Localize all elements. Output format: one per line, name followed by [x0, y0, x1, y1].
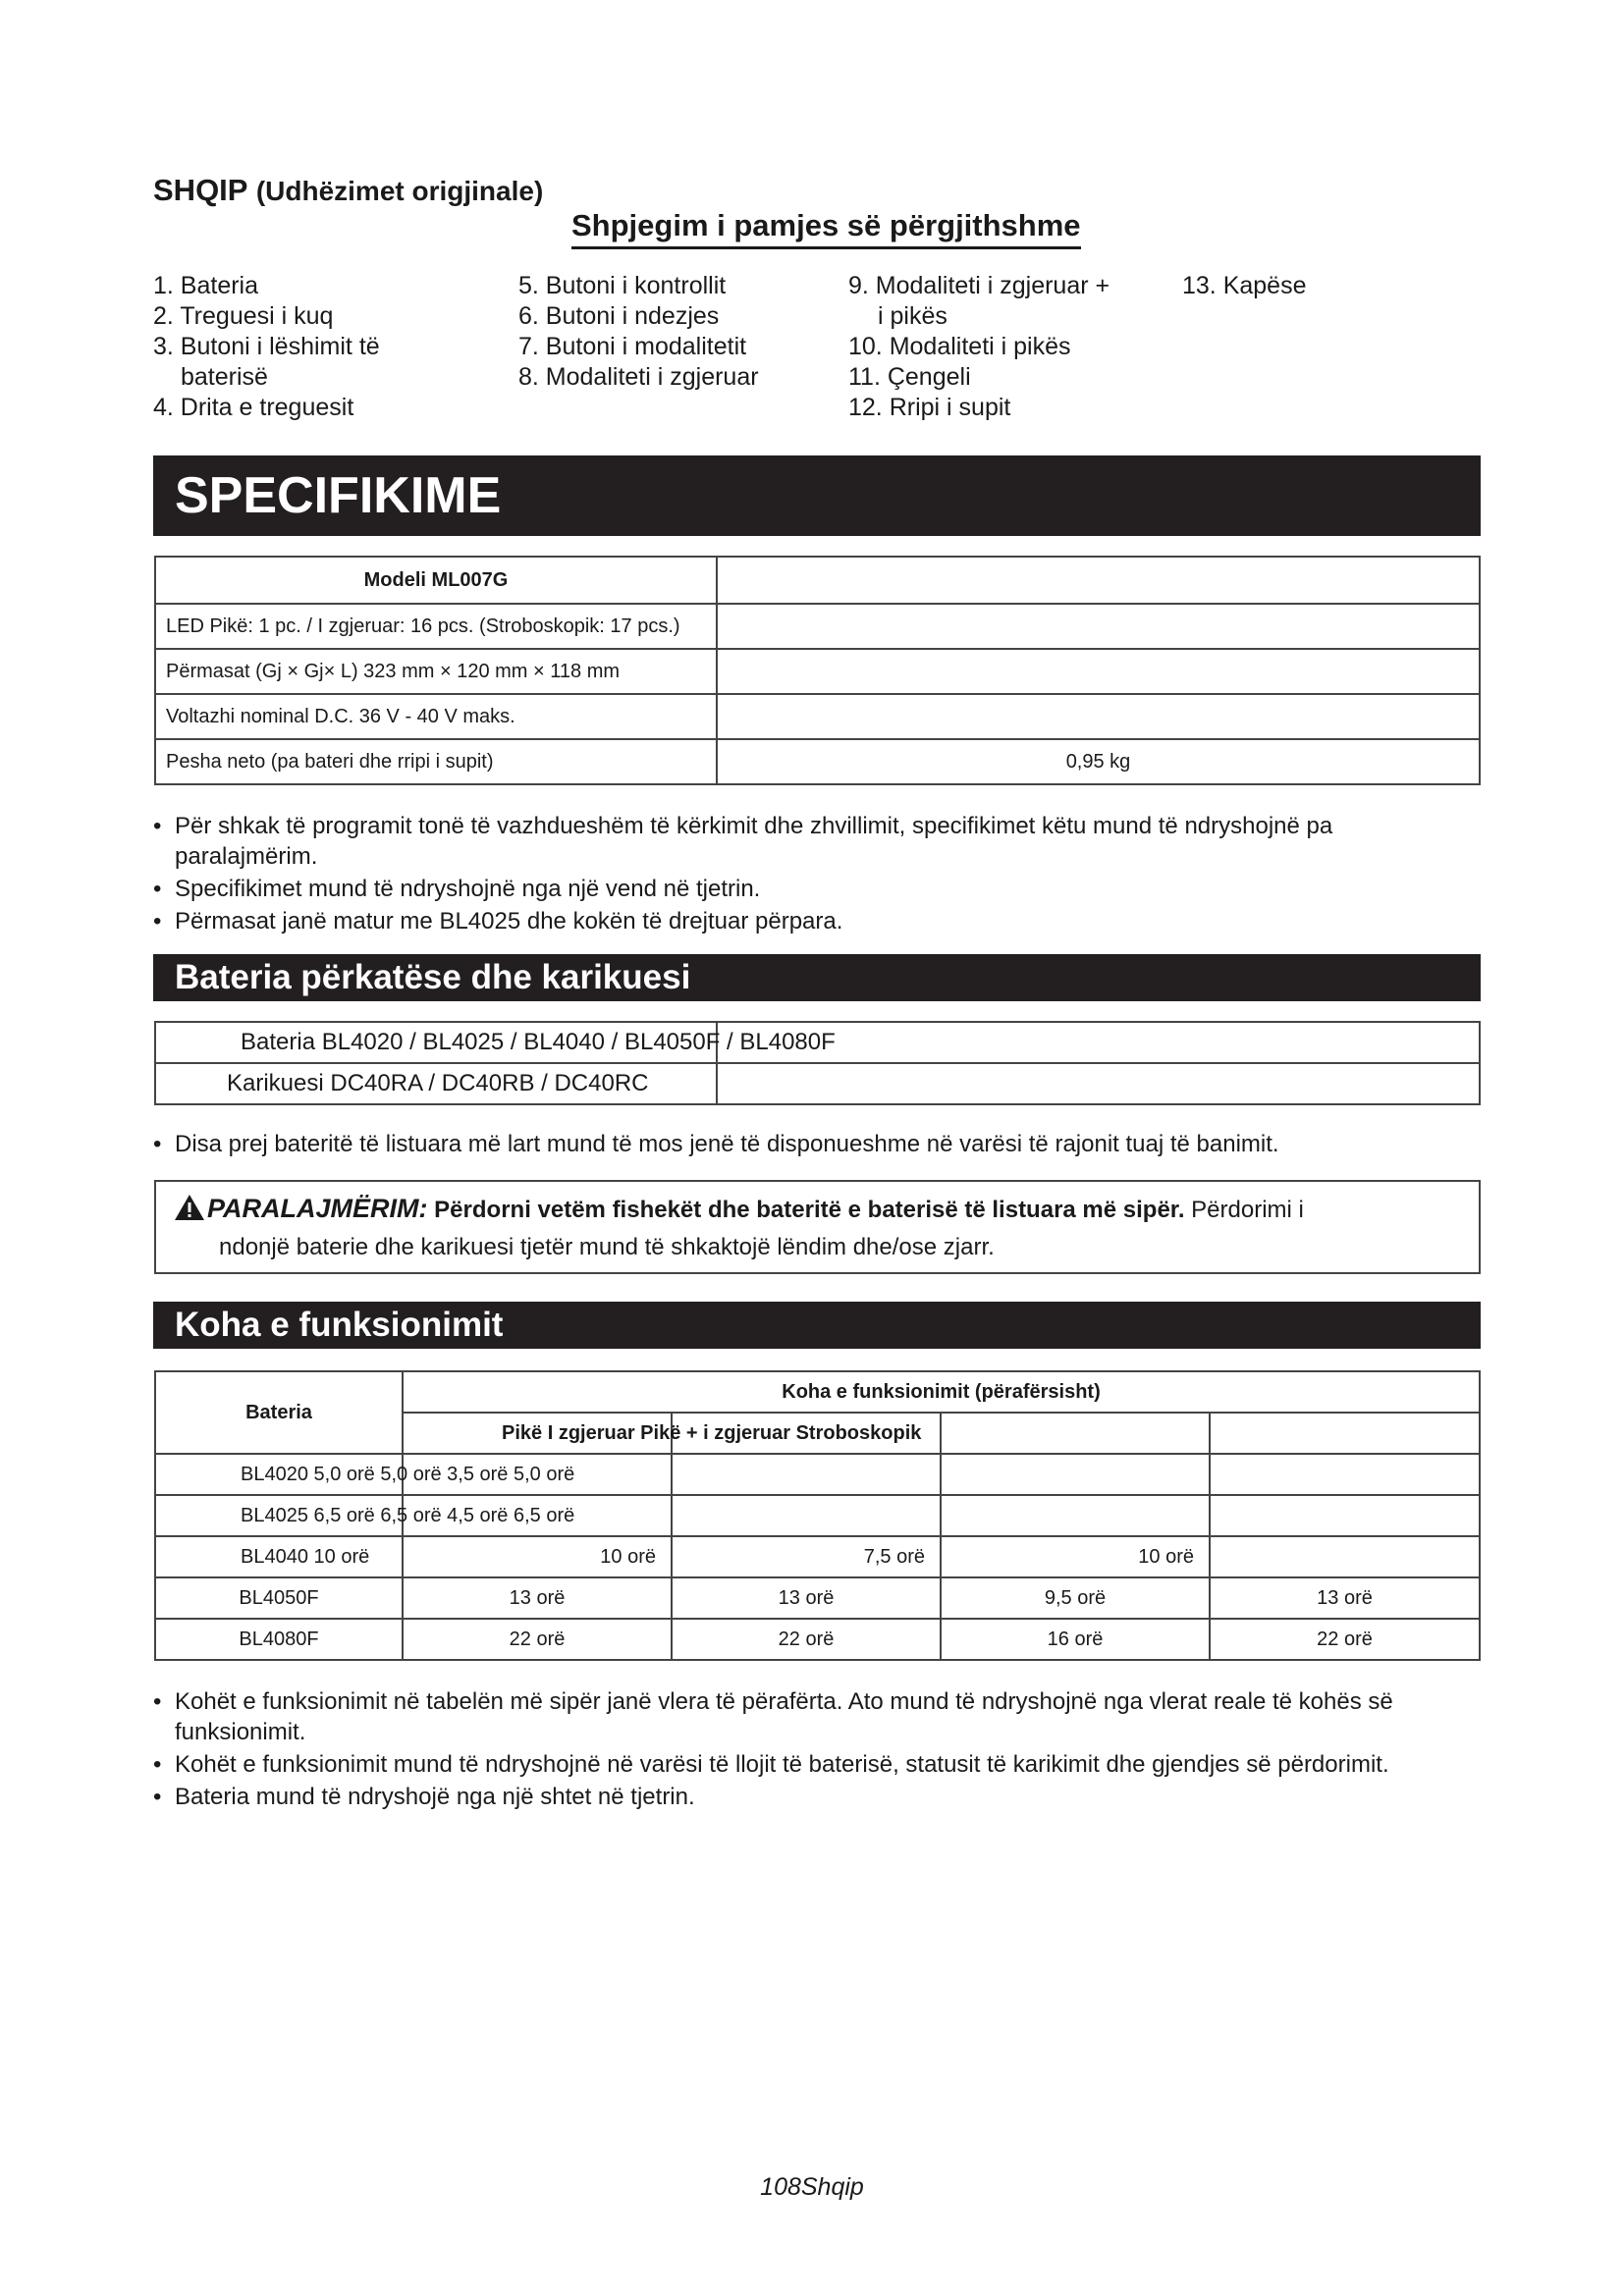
spec-model-value [717, 557, 1480, 604]
runtime-notes [153, 1686, 1479, 1814]
table-row [155, 1536, 1480, 1577]
part-item: 13. Kapëse [1182, 272, 1307, 299]
runtime-table [154, 1370, 1481, 1661]
list-item: • Kohët e funksionimit mund të ndryshojnë në varësi të llojit të baterisë, statusit të karikimit dhe gjendjes së përdorimit. [153, 1749, 1479, 1780]
empty-cell [672, 1495, 941, 1536]
warning-bold-text: Përdorni vetëm fishekët dhe bateritë e baterisë të listuara më sipër. [434, 1197, 1185, 1223]
spec-model-header: Modeli ML007G [155, 557, 717, 604]
runtime-cell: 13 orë [672, 1577, 941, 1619]
list-item: • Bateria mund të ndryshojë nga një shtet në tjetrin. [153, 1782, 1479, 1812]
runtime-battery-cell: BL4040 10 orë [155, 1536, 403, 1577]
spec-cell: LED Pikë: 1 pc. / I zgjeruar: 16 pcs. (Stroboskopik: 17 pcs.) [155, 604, 717, 649]
parts-column-3 [848, 271, 1110, 423]
table-row [155, 694, 1480, 739]
runtime-battery-cell: BL4080F [155, 1619, 403, 1660]
overview-title: Shpjegim i pamjes së përgjithshme [571, 208, 1081, 249]
list-item: • Përmasat janë matur me BL4025 dhe kokën të drejtuar përpara. [153, 906, 1479, 936]
empty-cell [941, 1495, 1210, 1536]
part-item: 7. Butoni i modalitetit [518, 333, 747, 360]
parts-column-4 [1182, 271, 1307, 301]
spec-cell: Pesha neto (pa bateri dhe rripi i supit) [155, 739, 717, 784]
runtime-cell: 13 orë [1210, 1577, 1480, 1619]
spec-notes [153, 811, 1479, 938]
table-row [155, 649, 1480, 694]
empty-cell [717, 1063, 1480, 1104]
battery-notes [153, 1129, 1479, 1161]
runtime-cell: 13 orë [403, 1577, 672, 1619]
spec-cell: Voltazhi nominal D.C. 36 V - 40 V maks. [155, 694, 717, 739]
empty-cell [672, 1454, 941, 1495]
warning-text: Përdorimi i [1191, 1197, 1304, 1223]
empty-cell [941, 1413, 1210, 1454]
page-number: 108Shqip [760, 2173, 864, 2201]
warning-text-continued: ndonjë baterie dhe karikuesi tjetër mund të shkaktojë lëndim dhe/ose zjarr. [219, 1234, 995, 1260]
spec-cell: Përmasat (Gj × Gj× L) 323 mm × 120 mm × 118 mm [155, 649, 717, 694]
part-item: 4. Drita e treguesit [153, 394, 354, 421]
table-row [155, 1063, 1480, 1104]
empty-cell [1210, 1495, 1480, 1536]
parts-list [153, 271, 1331, 428]
runtime-merged-row: BL4020 5,0 orë 5,0 orë 3,5 orë 5,0 orë [155, 1454, 403, 1495]
part-item: baterisë [181, 363, 268, 391]
empty-cell [1210, 1413, 1480, 1454]
part-item: 5. Butoni i kontrollit [518, 272, 727, 299]
warning-line [174, 1192, 1461, 1231]
table-row [155, 739, 1480, 784]
runtime-section-title: Koha e funksionimit [153, 1302, 1481, 1349]
list-item: • Për shkak të programit tonë të vazhdueshëm të kërkimit dhe zhvillimit, specifikimet këtu mund të ndryshojnë pa paralajmërim. [153, 811, 1479, 872]
runtime-battery-header: Bateria [155, 1371, 403, 1454]
spec-value [717, 694, 1480, 739]
spec-table [154, 556, 1481, 785]
part-item: 8. Modaliteti i zgjeruar [518, 363, 759, 391]
runtime-cell: 22 orë [403, 1619, 672, 1660]
language-label: SHQIP [153, 173, 248, 207]
language-subtitle: (Udhëzimet origjinale) [255, 176, 544, 206]
part-item: 9. Modaliteti i zgjeruar + [848, 272, 1110, 299]
list-item: • Disa prej bateritë të listuara më lart mund të mos jenë të disponueshme në varësi të rajonit tuaj të banimit. [153, 1129, 1479, 1159]
table-row [155, 604, 1480, 649]
empty-cell [1210, 1454, 1480, 1495]
runtime-cell: 22 orë [1210, 1619, 1480, 1660]
part-item: i pikës [878, 302, 947, 330]
part-item: 6. Butoni i ndezjes [518, 302, 720, 330]
spec-value: 0,95 kg [717, 739, 1480, 784]
runtime-cell: 10 orë [941, 1536, 1210, 1577]
table-row [155, 557, 1480, 604]
warning-icon [174, 1194, 205, 1231]
runtime-merged-row: BL4025 6,5 orë 6,5 orë 4,5 orë 6,5 orë [155, 1495, 403, 1536]
language-heading [153, 173, 543, 208]
runtime-cell: 10 orë [403, 1536, 672, 1577]
part-item: 12. Rripi i supit [848, 394, 1011, 421]
runtime-battery-cell: BL4050F [155, 1577, 403, 1619]
list-item: • Kohët e funksionimit në tabelën më sipër janë vlera të përafërta. Ato mund të ndryshojnë nga vlerat reale të kohës së funksionimit. [153, 1686, 1479, 1747]
part-item: 10. Modaliteti i pikës [848, 333, 1071, 360]
runtime-cell: 7,5 orë [672, 1536, 941, 1577]
spec-value [717, 604, 1480, 649]
table-row [155, 1022, 1480, 1063]
runtime-cell: 22 orë [672, 1619, 941, 1660]
warning-label: PARALAJMËRIM: [207, 1194, 428, 1223]
warning-box [154, 1180, 1481, 1274]
table-row [155, 1495, 1480, 1536]
parts-column-2 [518, 271, 759, 393]
runtime-cell: 16 orë [941, 1619, 1210, 1660]
battery-row: Bateria BL4020 / BL4025 / BL4040 / BL4050F / BL4080F [155, 1022, 717, 1063]
spec-value [717, 649, 1480, 694]
part-item: 2. Treguesi i kuq [153, 302, 334, 330]
part-item: 3. Butoni i lëshimit të [153, 333, 380, 360]
runtime-cell: 9,5 orë [941, 1577, 1210, 1619]
part-item: 1. Bateria [153, 272, 259, 299]
table-row [155, 1454, 1480, 1495]
charger-row: Karikuesi DC40RA / DC40RB / DC40RC [155, 1063, 717, 1104]
table-row [155, 1577, 1480, 1619]
runtime-subheader: Pikë I zgjeruar Pikë + i zgjeruar Stroboskopik [403, 1413, 672, 1454]
parts-column-1 [153, 271, 380, 423]
part-item: 11. Çengeli [848, 363, 971, 391]
battery-section-title: Bateria përkatëse dhe karikuesi [153, 954, 1481, 1001]
empty-cell [941, 1454, 1210, 1495]
spec-section-title: SPECIFIKIME [153, 455, 1481, 536]
table-row [155, 1619, 1480, 1660]
battery-table [154, 1021, 1481, 1105]
list-item: • Specifikimet mund të ndryshojnë nga një vend në tjetrin. [153, 874, 1479, 904]
runtime-time-header: Koha e funksionimit (përafërsisht) [403, 1371, 1480, 1413]
table-row [155, 1371, 1480, 1413]
empty-cell [1210, 1536, 1480, 1577]
